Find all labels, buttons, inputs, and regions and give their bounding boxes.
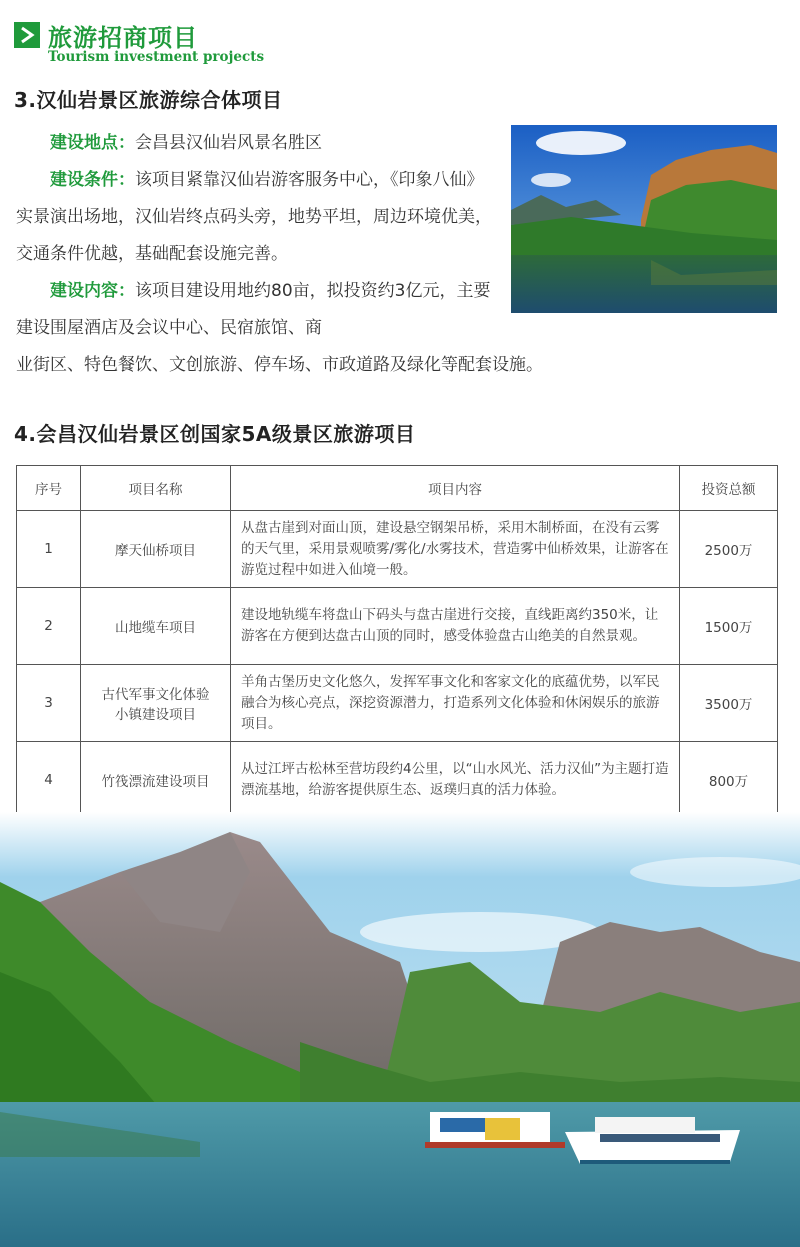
row-amount: 800万 <box>680 742 778 819</box>
section-header <box>14 18 794 66</box>
table-row <box>17 511 778 588</box>
column-header-content: 项目内容 <box>231 466 680 511</box>
section4-title: 4.会昌汉仙岩景区创国家5A级景区旅游项目 <box>14 422 416 446</box>
table-row <box>17 665 778 742</box>
projects-table <box>16 465 778 819</box>
table-row <box>17 742 778 819</box>
row-amount: 1500万 <box>680 588 778 665</box>
row-no: 4 <box>17 742 81 819</box>
conditions-paragraph <box>16 162 496 273</box>
table-header-row <box>17 466 778 511</box>
row-no: 2 <box>17 588 81 665</box>
chevron-right-icon <box>14 22 40 48</box>
row-content: 羊角古堡历史文化悠久，发挥军事文化和客家文化的底蕴优势，以军民融合为核心亮点，深挖资源潜力，打造系列文化体验和休闲娱乐的旅游项目。 <box>231 665 680 742</box>
column-header-no: 序号 <box>17 466 81 511</box>
row-name: 摩天仙桥项目 <box>81 511 231 588</box>
row-name: 山地缆车项目 <box>81 588 231 665</box>
header-subtitle: Tourism investment projects <box>48 49 265 65</box>
row-no: 3 <box>17 665 81 742</box>
conditions-label: 建设条件： <box>50 170 135 190</box>
content-last-line: 业街区、特色餐饮、文创旅游、停车场、市政道路及绿化等配套设施。 <box>16 355 543 375</box>
content-label: 建设内容： <box>50 281 135 301</box>
section3-description <box>16 125 496 347</box>
content-value: 该项目建设用地约80亩，拟投资约3亿元，主要建设围屋酒店及会议中心、民宿旅馆、商 <box>16 281 491 338</box>
row-name: 竹筏漂流建设项目 <box>81 742 231 819</box>
row-amount: 3500万 <box>680 665 778 742</box>
row-content: 从过江坪古松林至营坊段约4公里，以“山水风光、活力汉仙”为主题打造漂流基地，给游客提供原生态、返璞归真的活力体验。 <box>231 742 680 819</box>
row-amount: 2500万 <box>680 511 778 588</box>
row-name: 古代军事文化体验小镇建设项目 <box>81 665 231 742</box>
section3-title: 3.汉仙岩景区旅游综合体项目 <box>14 88 283 112</box>
row-no: 1 <box>17 511 81 588</box>
header-title: 旅游招商项目 <box>48 23 198 52</box>
location-label: 建设地点： <box>50 133 135 153</box>
location-value: 会昌县汉仙岩风景名胜区 <box>135 133 322 153</box>
location-paragraph <box>16 125 496 162</box>
scenic-photo-cliff-lake <box>511 125 777 313</box>
column-header-amount: 投资总额 <box>680 466 778 511</box>
conditions-value: 该项目紧靠汉仙岩游客服务中心，《印象八仙》实景演出场地，汉仙岩终点码头旁，地势平坦，周边环境优美，交通条件优越，基础配套设施完善。 <box>16 170 492 264</box>
content-paragraph <box>16 273 496 347</box>
row-content: 建设地轨缆车将盘山下码头与盘古崖进行交接，直线距离约350米，让游客在方便到达盘古山顶的同时，感受体验盘古山绝美的自然景观。 <box>231 588 680 665</box>
boat-left <box>425 1112 565 1148</box>
scenic-photo-mountains-boats <box>0 812 800 1247</box>
table-row <box>17 588 778 665</box>
row-content: 从盘古崖到对面山顶，建设悬空钢架吊桥，采用木制桥面，在没有云雾的天气里，采用景观喷雾/雾化/水雾技术，营造雾中仙桥效果，让游客在游览过程中如进入仙境一般。 <box>231 511 680 588</box>
column-header-name: 项目名称 <box>81 466 231 511</box>
